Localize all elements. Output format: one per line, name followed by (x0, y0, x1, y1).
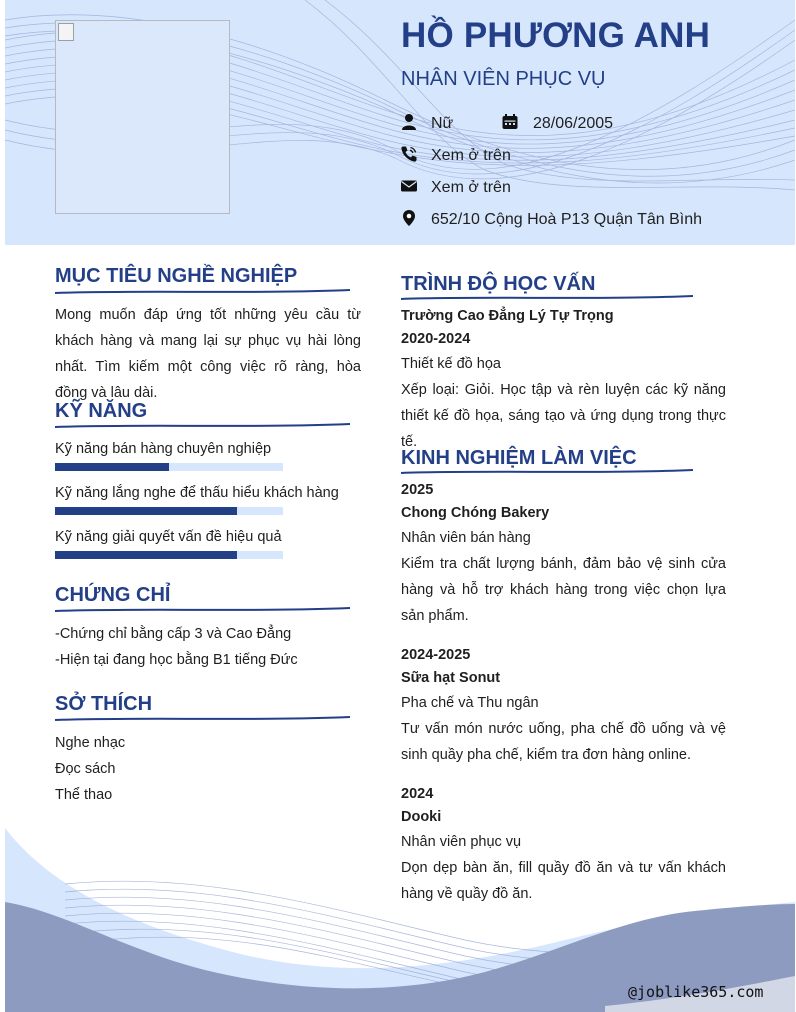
education-years: 2020-2024 (401, 331, 471, 347)
birthdate-value: 28/06/2005 (533, 115, 614, 132)
hobby-item: Nghe nhạc (55, 735, 126, 751)
address-value: 652/10 Cộng Hoà P13 Quận Tân Bình (431, 211, 703, 228)
phone-value: Xem ở trên (431, 147, 511, 164)
hobby-item: Thể thao (55, 787, 113, 803)
objective-underline (55, 288, 350, 296)
skill-bar-fill (55, 463, 169, 471)
skill-label: Kỹ năng bán hàng chuyên nghiệp (55, 441, 272, 457)
skill-bar (55, 551, 283, 559)
skill-bar (55, 507, 283, 515)
job-year: 2024-2025 (401, 647, 471, 663)
envelope-icon (400, 177, 418, 195)
job-description: Tư vấn món nước uống, pha chế đồ uống và vệ sinh quầy pha chế, kiểm tra đơn hàng online. (401, 721, 726, 763)
candidate-role: NHÂN VIÊN PHỤC VỤ (401, 68, 606, 90)
email-value: Xem ở trên (431, 179, 511, 196)
phone-icon (400, 145, 418, 163)
job-position: Nhân viên bán hàng (401, 530, 531, 546)
candidate-name: HỒ PHƯƠNG ANH (401, 16, 711, 55)
certificate-item: -Chứng chỉ bằng cấp 3 và Cao Đẳng (55, 626, 292, 642)
hobby-item: Đọc sách (55, 761, 116, 777)
education-title: TRÌNH ĐỘ HỌC VẤN (401, 273, 596, 295)
skills-title: KỸ NĂNG (55, 400, 148, 422)
education-major: Thiết kế đồ họa (401, 356, 501, 372)
skill-bar (55, 463, 283, 471)
hobbies-title: SỞ THÍCH (55, 693, 153, 715)
experience-underline (401, 468, 693, 476)
certificates-title: CHỨNG CHỈ (55, 584, 171, 606)
education-school: Trường Cao Đẳng Lý Tự Trọng (401, 308, 614, 324)
job-year: 2024 (401, 786, 434, 802)
profile-photo (55, 20, 230, 214)
broken-image-icon (58, 23, 74, 41)
skill-label: Kỹ năng lắng nghe để thấu hiểu khách hàng (55, 485, 339, 501)
skill-label: Kỹ năng giải quyết vấn đề hiệu quả (55, 529, 282, 545)
experience-title: KINH NGHIỆM LÀM VIỆC (401, 447, 637, 469)
job-position: Pha chế và Thu ngân (401, 695, 539, 711)
objective-title: MỤC TIÊU NGHỀ NGHIỆP (55, 265, 298, 287)
hobbies-underline (55, 715, 350, 723)
skill-bar-fill (55, 507, 237, 515)
job-company: Chong Chóng Bakery (401, 505, 550, 521)
job-position: Nhân viên phục vụ (401, 834, 522, 850)
calendar-icon (501, 113, 519, 131)
footer-watermark: @joblike365.com (628, 983, 764, 1001)
objective-text: Mong muốn đáp ứng tốt những yêu cầu từ khách hàng và mang lại sự phục vụ hài lòng nhất. Tìm kiếm một công việc rõ ràng, hòa đồng và lâu dài. (55, 307, 361, 401)
job-company: Dooki (401, 809, 442, 825)
location-pin-icon (400, 209, 418, 227)
gender-value: Nữ (431, 115, 454, 132)
education-description: Xếp loại: Giỏi. Học tập và rèn luyện các kỹ năng thiết kế đồ họa, sáng tạo và ứng dụng trong thực tế. (401, 382, 726, 450)
user-icon (400, 113, 418, 131)
resume-page (5, 0, 795, 1012)
job-company: Sữa hạt Sonut (401, 670, 501, 686)
job-year: 2025 (401, 482, 434, 498)
certificate-item: -Hiện tại đang học bằng B1 tiếng Đức (55, 652, 298, 668)
job-description: Dọn dẹp bàn ăn, fill quầy đồ ăn và tư vấn khách hàng về quầy đồ ăn. (401, 860, 726, 902)
education-underline (401, 294, 693, 302)
skill-bar-fill (55, 551, 237, 559)
certificates-underline (55, 606, 350, 614)
job-description: Kiểm tra chất lượng bánh, đảm bảo vệ sinh cửa hàng và hỗ trợ khách hàng trong việc chọn lựa sản phẩm. (401, 556, 726, 624)
skills-underline (55, 422, 350, 430)
